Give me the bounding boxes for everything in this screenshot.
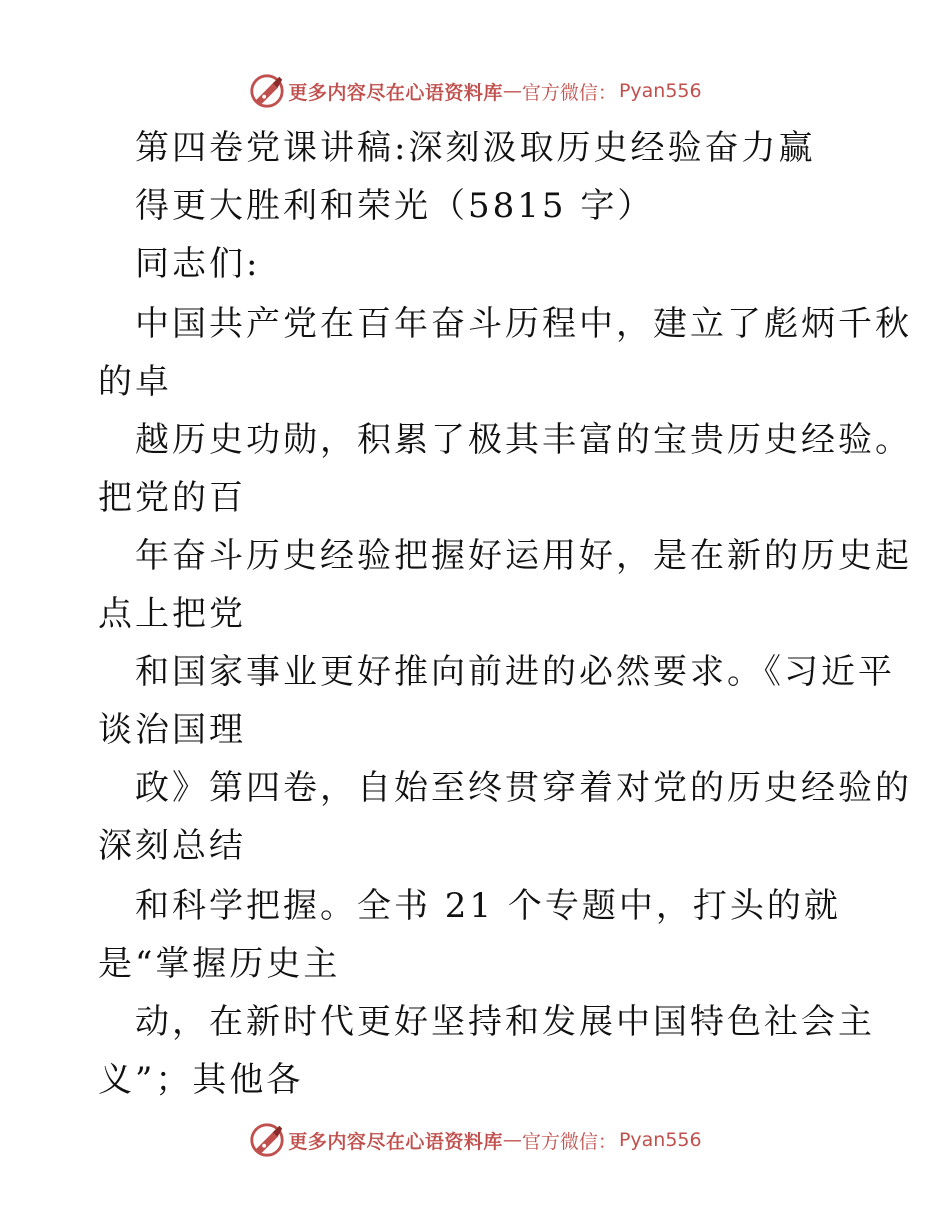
body-line: 动，在新时代更好坚持和发展中国特色社会主 — [135, 1002, 875, 1042]
body-line: 是“掌握历史主 — [98, 944, 341, 984]
body-line: 谈治国理 — [98, 710, 246, 750]
body-line: 的卓 — [98, 362, 172, 402]
banner-brand: 更多内容尽在心语资料库 — [288, 81, 503, 104]
banner-brand: 更多内容尽在心语资料库 — [288, 1130, 503, 1153]
body-line: 点上把党 — [98, 594, 246, 634]
body-line: 越历史功勋，积累了极其丰富的宝贵历史经验。 — [135, 420, 912, 460]
banner-separator: — — [502, 1129, 522, 1151]
footer-banner — [0, 1120, 950, 1160]
body-line: 政》第四卷，自始至终贯穿着对党的历史经验的 — [135, 768, 912, 808]
body-line: 和科学把握。全书 21 个专题中，打头的就 — [135, 886, 841, 926]
body-line: 把党的百 — [98, 478, 246, 518]
body-line: 义”；其他各 — [98, 1060, 304, 1100]
body-line: 年奋斗历史经验把握好运用好，是在新的历史起 — [135, 536, 912, 576]
salutation: 同志们: — [135, 244, 261, 284]
title-line-2: 得更大胜利和荣光（5815 字） — [135, 186, 655, 226]
banner-wechat-id: Pyan556 — [618, 1129, 702, 1151]
banner-wechat-label: 官方微信： — [521, 81, 617, 104]
pen-nib-logo-icon — [248, 1121, 286, 1159]
header-banner — [0, 71, 950, 111]
pen-nib-logo-icon — [248, 72, 286, 110]
banner-wechat-id: Pyan556 — [618, 80, 702, 102]
banner-wechat-label: 官方微信： — [521, 1130, 617, 1153]
body-line: 中国共产党在百年奋斗历程中，建立了彪炳千秋 — [135, 304, 912, 344]
body-line: 深刻总结 — [98, 826, 246, 866]
body-line: 和国家事业更好推向前进的必然要求。《习近平 — [135, 652, 895, 692]
title-line-1: 第四卷党课讲稿:深刻汲取历史经验奋力赢 — [135, 128, 816, 168]
banner-separator: — — [502, 80, 522, 102]
